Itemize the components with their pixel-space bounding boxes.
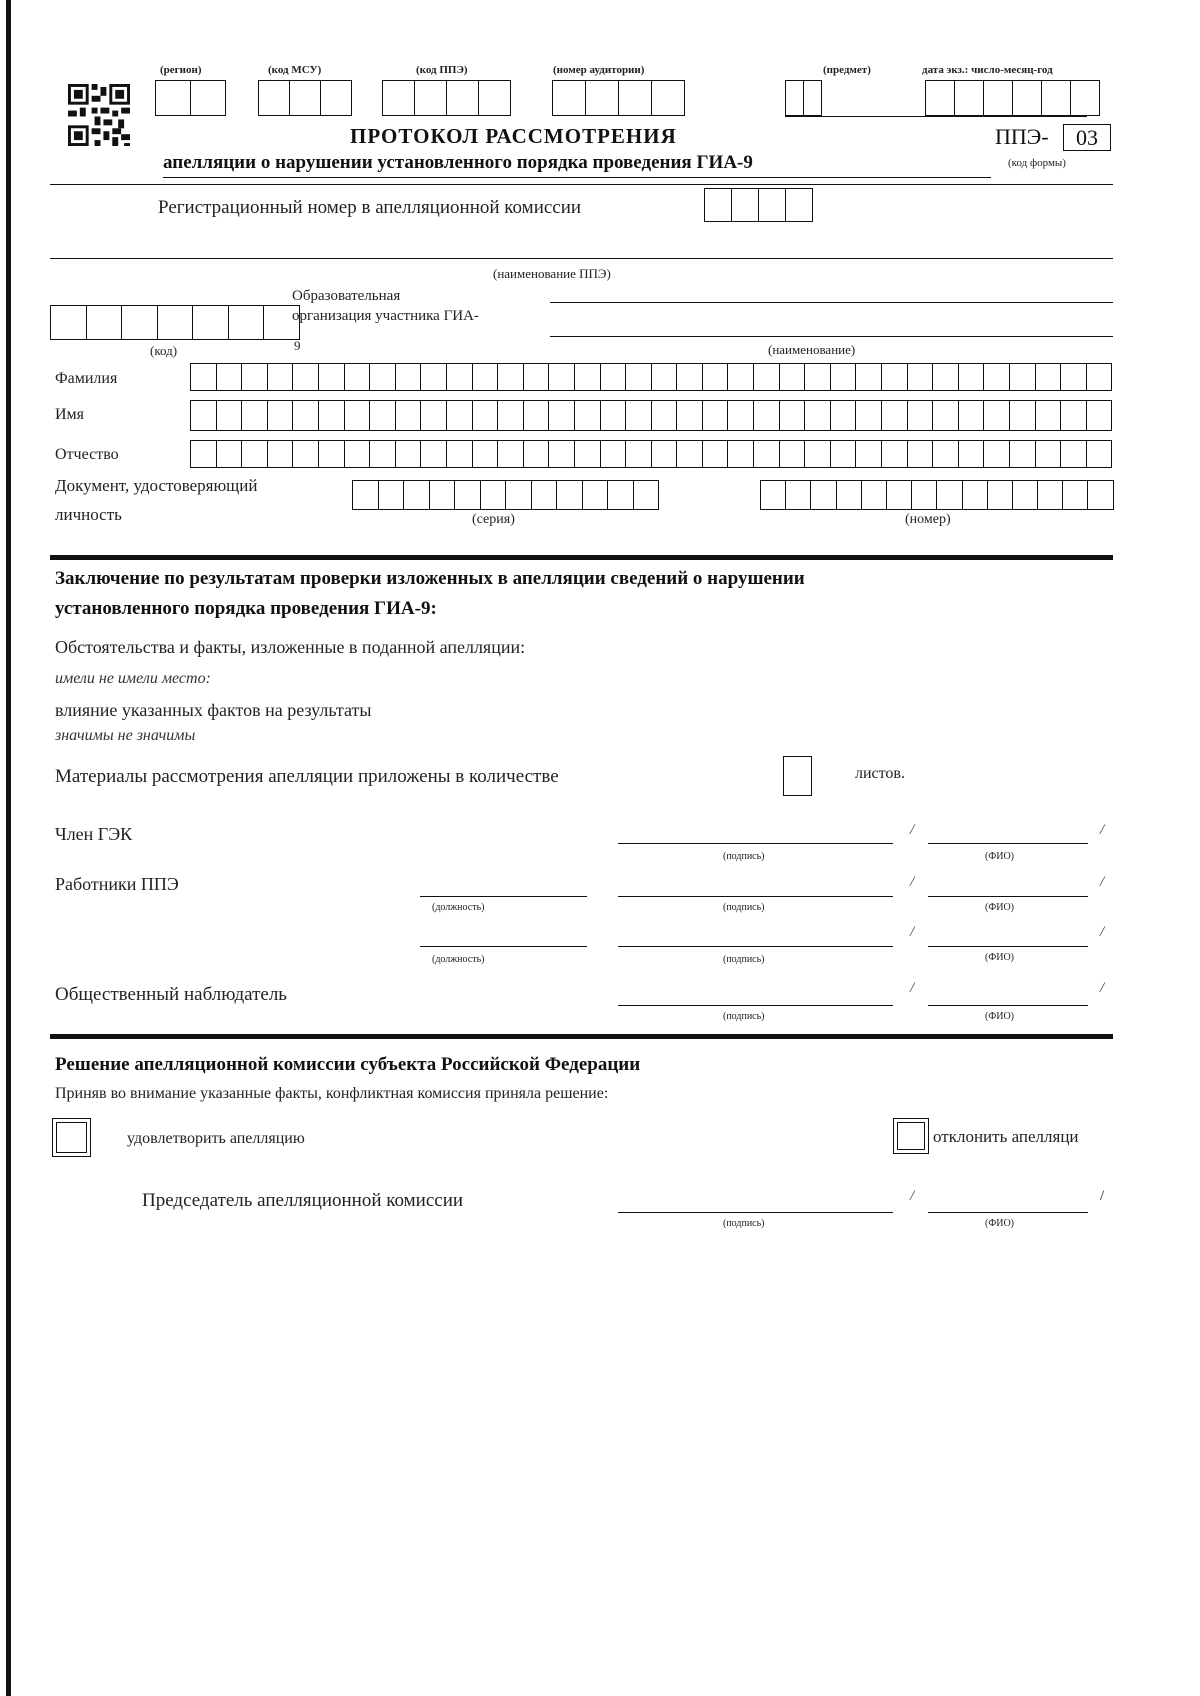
input-cell[interactable] xyxy=(831,440,857,468)
worker2-fio-line[interactable] xyxy=(928,946,1088,947)
input-cell[interactable] xyxy=(1088,480,1113,510)
reject-label: отклонить апелляци xyxy=(933,1127,1079,1146)
worker1-position-line[interactable] xyxy=(420,896,587,897)
input-cell[interactable] xyxy=(908,400,934,431)
input-cell[interactable] xyxy=(455,480,481,510)
input-cell[interactable] xyxy=(447,363,473,391)
chairman-fio-line[interactable] xyxy=(928,1212,1088,1213)
input-cell[interactable] xyxy=(937,480,962,510)
input-cell[interactable] xyxy=(549,363,575,391)
input-cell[interactable] xyxy=(473,440,499,468)
org-name-caption: (наименование) xyxy=(768,342,856,357)
input-cell[interactable] xyxy=(959,400,985,431)
reject-checkbox[interactable] xyxy=(893,1118,929,1154)
form-number: 03 xyxy=(1063,124,1111,151)
observer-slash-1: / xyxy=(910,980,915,996)
input-cell[interactable] xyxy=(498,440,524,468)
ppe-code-cells[interactable] xyxy=(382,80,511,116)
input-cell[interactable] xyxy=(703,363,729,391)
input-cell[interactable] xyxy=(319,363,345,391)
worker1-sign-line[interactable] xyxy=(618,896,893,897)
input-cell[interactable] xyxy=(191,440,217,468)
input-cell[interactable] xyxy=(780,363,806,391)
observer-label: Общественный наблюдатель xyxy=(55,984,287,1005)
gek-sign-caption: (подпись) xyxy=(723,851,765,862)
series-caption: (серия) xyxy=(472,512,515,527)
worker1-slash-2: / xyxy=(1100,874,1105,890)
gek-slash-1: / xyxy=(910,822,915,838)
input-cell[interactable] xyxy=(473,400,499,431)
input-cell[interactable] xyxy=(805,400,831,431)
observer-fio-caption: (ФИО) xyxy=(985,1011,1015,1022)
number-caption: (номер) xyxy=(905,512,951,527)
input-cell[interactable] xyxy=(345,400,371,431)
input-cell[interactable] xyxy=(319,400,345,431)
facts-options[interactable]: имели не имели место: xyxy=(55,670,211,687)
input-cell[interactable] xyxy=(370,400,396,431)
input-cell[interactable] xyxy=(677,440,703,468)
input-cell[interactable] xyxy=(754,400,780,431)
input-cell[interactable] xyxy=(498,363,524,391)
worker1-sign-caption: (подпись) xyxy=(723,902,765,913)
input-cell[interactable] xyxy=(754,440,780,468)
name-label: Имя xyxy=(55,406,85,423)
input-cell[interactable] xyxy=(217,363,243,391)
org-label-1: Образовательная xyxy=(292,288,401,304)
input-cell[interactable] xyxy=(754,363,780,391)
input-cell[interactable] xyxy=(984,400,1010,431)
input-cell[interactable] xyxy=(882,363,908,391)
input-cell[interactable] xyxy=(1036,363,1062,391)
input-cell[interactable] xyxy=(780,440,806,468)
gek-sign-line[interactable] xyxy=(618,843,893,844)
input-cell[interactable] xyxy=(396,440,422,468)
input-cell[interactable] xyxy=(728,440,754,468)
input-cell[interactable] xyxy=(506,480,532,510)
subtitle-underline xyxy=(163,177,991,178)
input-cell[interactable] xyxy=(396,363,422,391)
input-cell[interactable] xyxy=(557,480,583,510)
name-cells[interactable] xyxy=(190,400,1112,431)
surname-cells[interactable] xyxy=(190,363,1112,391)
input-cell[interactable] xyxy=(1010,363,1036,391)
worker2-slash-2: / xyxy=(1100,924,1105,940)
worker2-fio-caption: (ФИО) xyxy=(985,952,1015,963)
subject-caption: (предмет) xyxy=(823,64,871,76)
input-cell[interactable] xyxy=(532,480,558,510)
input-cell[interactable] xyxy=(379,480,405,510)
patronymic-cells[interactable] xyxy=(190,440,1112,468)
document-label-2: личность xyxy=(55,505,122,524)
section-divider-2 xyxy=(50,1034,1113,1039)
patronymic-label: Отчество xyxy=(55,446,119,463)
materials-label: Материалы рассмотрения апелляции приложены в количестве xyxy=(55,766,559,787)
date-cells[interactable] xyxy=(925,80,1100,116)
input-cell[interactable] xyxy=(831,400,857,431)
qr-code-icon xyxy=(68,84,130,146)
input-cell[interactable] xyxy=(601,363,627,391)
input-cell[interactable] xyxy=(703,400,729,431)
input-cell[interactable] xyxy=(959,440,985,468)
room-caption: (номер аудитории) xyxy=(553,64,645,76)
input-cell[interactable] xyxy=(242,400,268,431)
worker2-slash-1: / xyxy=(910,924,915,940)
input-cell[interactable] xyxy=(908,363,934,391)
input-cell[interactable] xyxy=(786,480,811,510)
form-prefix: ППЭ- xyxy=(995,124,1049,149)
chairman-slash-2: / xyxy=(1100,1188,1105,1204)
satisfy-label: удовлетворить апелляцию xyxy=(127,1130,305,1147)
input-cell[interactable] xyxy=(396,400,422,431)
org-name-line-1[interactable] xyxy=(550,302,1113,303)
input-cell[interactable] xyxy=(882,440,908,468)
sheets-label: листов. xyxy=(855,765,905,782)
input-cell[interactable] xyxy=(652,440,678,468)
org-code-top-line xyxy=(250,305,290,306)
input-cell[interactable] xyxy=(626,440,652,468)
conclusion-heading-2: установленного порядка проведения ГИА-9: xyxy=(55,598,437,619)
input-cell[interactable] xyxy=(524,440,550,468)
ppe-name-caption: (наименование ППЭ) xyxy=(493,266,611,281)
observer-slash-2: / xyxy=(1100,980,1105,996)
input-cell[interactable] xyxy=(549,440,575,468)
input-cell[interactable] xyxy=(404,480,430,510)
input-cell[interactable] xyxy=(837,480,862,510)
input-cell[interactable] xyxy=(447,440,473,468)
input-cell[interactable] xyxy=(370,363,396,391)
chairman-sign-line[interactable] xyxy=(618,1212,893,1213)
facts-label: Обстоятельства и факты, изложенные в поданной апелляции: xyxy=(55,637,526,657)
observer-fio-line[interactable] xyxy=(928,1005,1088,1006)
input-cell[interactable] xyxy=(728,400,754,431)
region-caption: (регион) xyxy=(160,64,202,76)
input-cell[interactable] xyxy=(370,440,396,468)
document-series-cells[interactable] xyxy=(352,480,659,510)
ppe-code-caption: (код ППЭ) xyxy=(416,64,468,76)
input-cell[interactable] xyxy=(421,440,447,468)
ppe-workers-label: Работники ППЭ xyxy=(55,874,179,894)
input-cell[interactable] xyxy=(626,400,652,431)
section-divider-1 xyxy=(50,555,1113,560)
input-cell[interactable] xyxy=(1036,440,1062,468)
form-caption: (код формы) xyxy=(1008,157,1066,169)
ppe-name-line[interactable] xyxy=(50,258,1113,259)
input-cell[interactable] xyxy=(856,363,882,391)
input-cell[interactable] xyxy=(780,400,806,431)
room-cells[interactable] xyxy=(552,80,685,116)
input-cell[interactable] xyxy=(811,480,836,510)
worker1-slash-1: / xyxy=(910,874,915,890)
input-cell[interactable] xyxy=(1010,400,1036,431)
input-cell[interactable] xyxy=(933,400,959,431)
gek-slash-2: / xyxy=(1100,822,1105,838)
worker1-fio-line[interactable] xyxy=(928,896,1088,897)
input-cell[interactable] xyxy=(908,440,934,468)
influence-options[interactable]: значимы не значимы xyxy=(55,727,196,744)
input-cell[interactable] xyxy=(1087,363,1113,391)
input-cell[interactable] xyxy=(984,363,1010,391)
input-cell[interactable] xyxy=(1036,400,1062,431)
input-cell[interactable] xyxy=(421,400,447,431)
header-rule xyxy=(50,184,1113,185)
left-margin-bar xyxy=(6,0,11,1696)
observer-sign-caption: (подпись) xyxy=(723,1011,765,1022)
org-label-2: организация участника ГИА- xyxy=(292,308,479,324)
page-title: ПРОТОКОЛ РАССМОТРЕНИЯ xyxy=(350,124,677,148)
input-cell[interactable] xyxy=(703,440,729,468)
input-cell[interactable] xyxy=(217,440,243,468)
input-cell[interactable] xyxy=(1063,480,1088,510)
input-cell[interactable] xyxy=(634,480,660,510)
subject-date-underline xyxy=(785,116,1087,117)
chairman-label: Председатель апелляционной комиссии xyxy=(142,1190,464,1211)
worker2-sign-line[interactable] xyxy=(618,946,893,947)
input-cell[interactable] xyxy=(677,400,703,431)
document-label-1: Документ, удостоверяющий xyxy=(55,476,258,495)
conclusion-heading-1: Заключение по результатам проверки изложенных в апелляции сведений о нарушении xyxy=(55,568,805,589)
input-cell[interactable] xyxy=(293,363,319,391)
registration-label: Регистрационный номер в апелляционной комиссии xyxy=(158,197,582,218)
satisfy-checkbox[interactable] xyxy=(52,1118,91,1157)
input-cell[interactable] xyxy=(473,363,499,391)
input-cell[interactable] xyxy=(856,400,882,431)
decision-heading: Решение апелляционной комиссии субъекта Российской Федерации xyxy=(55,1054,641,1075)
decision-intro: Приняв во внимание указанные факты, конфликтная комиссия приняла решение: xyxy=(55,1085,609,1102)
worker1-position-caption: (должность) xyxy=(432,902,485,913)
input-cell[interactable] xyxy=(988,480,1013,510)
input-cell[interactable] xyxy=(1038,480,1063,510)
input-cell[interactable] xyxy=(583,480,609,510)
input-cell[interactable] xyxy=(652,363,678,391)
date-caption: дата экз.: число-месяц-год xyxy=(922,64,1053,76)
input-cell[interactable] xyxy=(345,363,371,391)
region-cells[interactable] xyxy=(155,80,226,116)
input-cell[interactable] xyxy=(524,400,550,431)
input-cell[interactable] xyxy=(319,440,345,468)
org-code-cells[interactable] xyxy=(50,305,300,340)
page-subtitle: апелляции о нарушении установленного порядка проведения ГИА-9 xyxy=(163,152,753,173)
input-cell[interactable] xyxy=(912,480,937,510)
input-cell[interactable] xyxy=(293,440,319,468)
worker2-position-caption: (должность) xyxy=(432,954,485,965)
registration-cells[interactable] xyxy=(704,188,813,222)
input-cell[interactable] xyxy=(242,440,268,468)
msu-caption: (код МСУ) xyxy=(268,64,322,76)
input-cell[interactable] xyxy=(481,480,507,510)
org-label-3: 9 xyxy=(294,338,301,353)
input-cell[interactable] xyxy=(345,440,371,468)
input-cell[interactable] xyxy=(575,400,601,431)
input-cell[interactable] xyxy=(498,400,524,431)
input-cell[interactable] xyxy=(933,363,959,391)
document-number-cells[interactable] xyxy=(760,480,1114,510)
input-cell[interactable] xyxy=(984,440,1010,468)
input-cell[interactable] xyxy=(575,440,601,468)
materials-count-box[interactable] xyxy=(783,756,812,796)
gek-member-label: Член ГЭК xyxy=(55,824,133,844)
input-cell[interactable] xyxy=(601,440,627,468)
input-cell[interactable] xyxy=(601,400,627,431)
input-cell[interactable] xyxy=(728,363,754,391)
input-cell[interactable] xyxy=(549,400,575,431)
input-cell[interactable] xyxy=(761,480,786,510)
input-cell[interactable] xyxy=(963,480,988,510)
input-cell[interactable] xyxy=(882,400,908,431)
input-cell[interactable] xyxy=(430,480,456,510)
chairman-sign-caption: (подпись) xyxy=(723,1218,765,1229)
input-cell[interactable] xyxy=(217,400,243,431)
input-cell[interactable] xyxy=(1087,400,1113,431)
input-cell[interactable] xyxy=(862,480,887,510)
input-cell[interactable] xyxy=(575,363,601,391)
surname-label: Фамилия xyxy=(55,370,118,387)
input-cell[interactable] xyxy=(524,363,550,391)
observer-sign-line[interactable] xyxy=(618,1005,893,1006)
subject-cells[interactable] xyxy=(785,80,822,116)
input-cell[interactable] xyxy=(242,363,268,391)
input-cell[interactable] xyxy=(856,440,882,468)
influence-label: влияние указанных фактов на результаты xyxy=(55,700,372,720)
gek-fio-line[interactable] xyxy=(928,843,1088,844)
input-cell[interactable] xyxy=(293,400,319,431)
input-cell[interactable] xyxy=(933,440,959,468)
input-cell[interactable] xyxy=(626,363,652,391)
input-cell[interactable] xyxy=(1013,480,1038,510)
org-name-line-2[interactable] xyxy=(550,336,1113,337)
input-cell[interactable] xyxy=(268,363,294,391)
input-cell[interactable] xyxy=(831,363,857,391)
input-cell[interactable] xyxy=(1061,400,1087,431)
input-cell[interactable] xyxy=(1087,440,1113,468)
worker1-fio-caption: (ФИО) xyxy=(985,902,1015,913)
input-cell[interactable] xyxy=(1010,440,1036,468)
input-cell[interactable] xyxy=(959,363,985,391)
input-cell[interactable] xyxy=(652,400,678,431)
input-cell[interactable] xyxy=(191,363,217,391)
input-cell[interactable] xyxy=(353,480,379,510)
input-cell[interactable] xyxy=(805,363,831,391)
input-cell[interactable] xyxy=(421,363,447,391)
input-cell[interactable] xyxy=(268,440,294,468)
chairman-fio-caption: (ФИО) xyxy=(985,1218,1015,1229)
input-cell[interactable] xyxy=(268,400,294,431)
org-code-caption: (код) xyxy=(150,343,178,358)
input-cell[interactable] xyxy=(805,440,831,468)
worker2-sign-caption: (подпись) xyxy=(723,954,765,965)
input-cell[interactable] xyxy=(191,400,217,431)
gek-fio-caption: (ФИО) xyxy=(985,851,1015,862)
chairman-slash-1: / xyxy=(910,1188,915,1204)
input-cell[interactable] xyxy=(1061,440,1087,468)
input-cell[interactable] xyxy=(608,480,634,510)
input-cell[interactable] xyxy=(677,363,703,391)
worker2-position-line[interactable] xyxy=(420,946,587,947)
msu-cells[interactable] xyxy=(258,80,352,116)
input-cell[interactable] xyxy=(887,480,912,510)
input-cell[interactable] xyxy=(1061,363,1087,391)
input-cell[interactable] xyxy=(447,400,473,431)
